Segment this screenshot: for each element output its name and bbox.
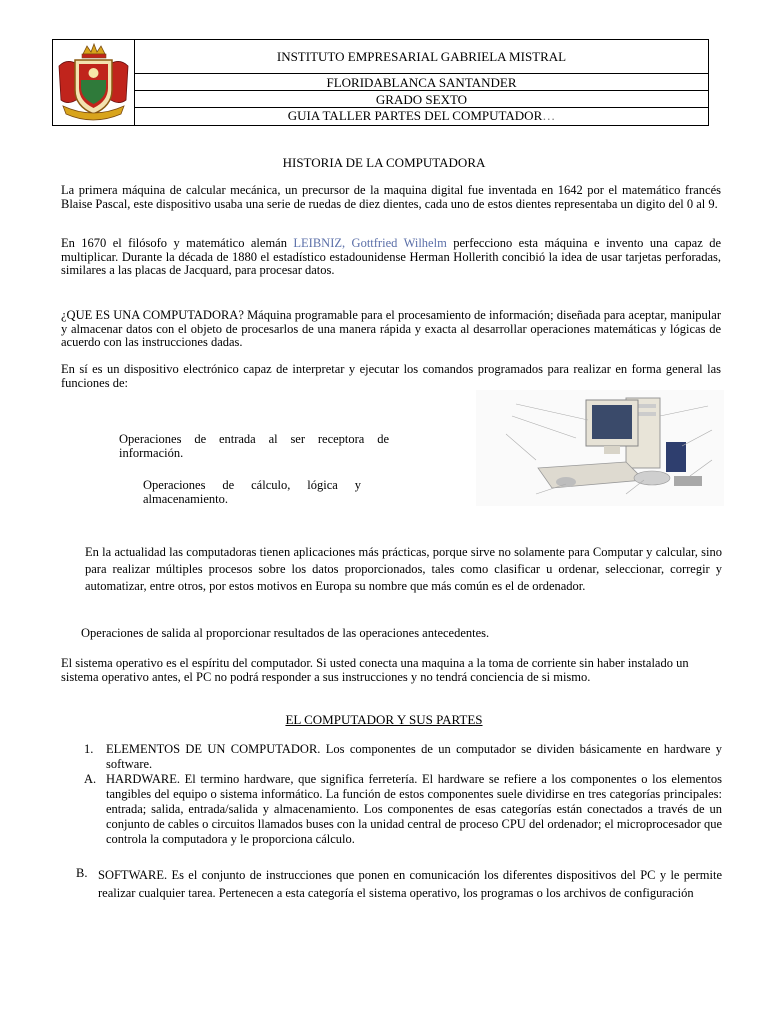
parts-title: EL COMPUTADOR Y SUS PARTES bbox=[285, 712, 483, 727]
history-p2-start: En 1670 el filósofo y matemático alemán bbox=[61, 236, 294, 250]
grade-label: GRADO SEXTO bbox=[135, 91, 708, 108]
header-table bbox=[52, 39, 709, 126]
function-item-applications-text: En la actualidad las computadoras tienen aplicaciones más prácticas, porque sirve no solamente para Computar y calcular, sino para realizar múltiples procesos sobre los datos proporcionados, tales como clasificar u ordenar, seleccionar, corregir y automatizar, entre otros, por estos motivos en Europa su nombre que más común es el de ordenador. bbox=[85, 545, 722, 593]
bullet-icon bbox=[61, 478, 143, 506]
list-marker-1: 1. bbox=[84, 742, 94, 756]
functions-intro-paragraph: En sí es un dispositivo electrónico capaz de interpretar y ejecutar los comandos programados para realizar en forma general las funciones de: bbox=[61, 362, 721, 390]
history-title: HISTORIA DE LA COMPUTADORA bbox=[282, 155, 486, 170]
software-item-text: SOFTWARE. Es el conjunto de instrucciones que ponen en comunicación los diferentes dispositivos del PC y le permite realizar cualquier tarea. Pertenecen a esta categoría el sistema operativo, los programas o los archivos de configuración bbox=[98, 868, 722, 900]
guide-title bbox=[135, 108, 708, 125]
bullet-icon bbox=[61, 544, 85, 595]
history-p2-end: perfecciono esta máquina e invento una capaz de multiplicar. Durante la década de 1880 el estadístico estadounidense Herman Hollerith concibió la idea de usar tarjetas perforadas, similares a las placas de Jacquard, para procesar datos. bbox=[61, 236, 721, 277]
bullet-icon bbox=[61, 432, 119, 460]
function-item-output-text: Operaciones de salida al proporcionar resultados de las operaciones antecedentes. bbox=[81, 626, 490, 640]
list-marker-a: A. bbox=[84, 772, 97, 786]
history-paragraph-2 bbox=[61, 237, 721, 278]
computer-parts-illustration bbox=[476, 390, 724, 506]
leibniz-link[interactable]: LEIBNIZ, Gottfried Wilhelm bbox=[293, 236, 447, 250]
function-item-applications bbox=[61, 544, 722, 595]
history-paragraph-1: La primera máquina de calcular mecánica, un precursor de la maquina digital fue inventada en 1642 por el matemático francés Blaise Pascal, este dispositivo usaba una serie de ruedas de diez dientes, cada uno de estos dientes representaba un digito del 0 al 9. bbox=[61, 183, 721, 211]
function-item-input bbox=[61, 432, 389, 460]
hardware-item-text: HARDWARE. El termino hardware, que significa ferretería. El hardware se refiere a los componentes o los elementos tangibles del equipo o sistema informático. La función de estos componentes suele dividirse en tres categorías principales: entrada; salida, entrada/salida y almacenamiento. Los componentes de esas categorías están conectados a través de un conjunto de cables o circuitos llamados buses con la unidad central de proceso CPU del ordenador; el microprocesador que controla la computadora y le proporciona cálculo. bbox=[106, 772, 722, 846]
institution-name: INSTITUTO EMPRESARIAL GABRIELA MISTRAL bbox=[135, 40, 708, 74]
function-item-input-text: Operaciones de entrada al ser receptora de información. bbox=[119, 432, 389, 460]
function-item-output bbox=[61, 626, 722, 641]
guide-title-ellipsis: … bbox=[542, 108, 556, 123]
function-item-calc bbox=[61, 478, 361, 506]
location-name: FLORIDABLANCA SANTANDER bbox=[135, 74, 708, 91]
definition-paragraph: ¿QUE ES UNA COMPUTADORA? Máquina programable para el procesamiento de información; diseñada para aceptar, manipular y almacenar datos con el objeto de procesarlos de una manera rápida y exacta al desarrollar operaciones matemáticas y lógicas de acuerdo con las instrucciones dadas. bbox=[61, 308, 721, 349]
elements-item-text: ELEMENTOS DE UN COMPUTADOR. Los componentes de un computador se dividen básicamente en hardware y software. bbox=[106, 742, 722, 771]
function-item-calc-text: Operaciones de cálculo, lógica y almacenamiento. bbox=[143, 478, 361, 506]
os-paragraph: El sistema operativo es el espíritu del computador. Si usted conecta una maquina a la toma de corriente sin haber instalado un sistema operativo antes, el PC no podrá responder a sus instrucciones y no tendrá conciencia de si mismo. bbox=[61, 656, 689, 684]
guide-title-text: GUIA TALLER PARTES DEL COMPUTADOR bbox=[287, 108, 543, 123]
bullet-icon bbox=[61, 626, 81, 641]
school-crest-cell bbox=[53, 40, 134, 125]
list-marker-b: B. bbox=[76, 866, 88, 880]
school-crest-icon bbox=[53, 40, 134, 125]
header-rows bbox=[134, 40, 708, 125]
